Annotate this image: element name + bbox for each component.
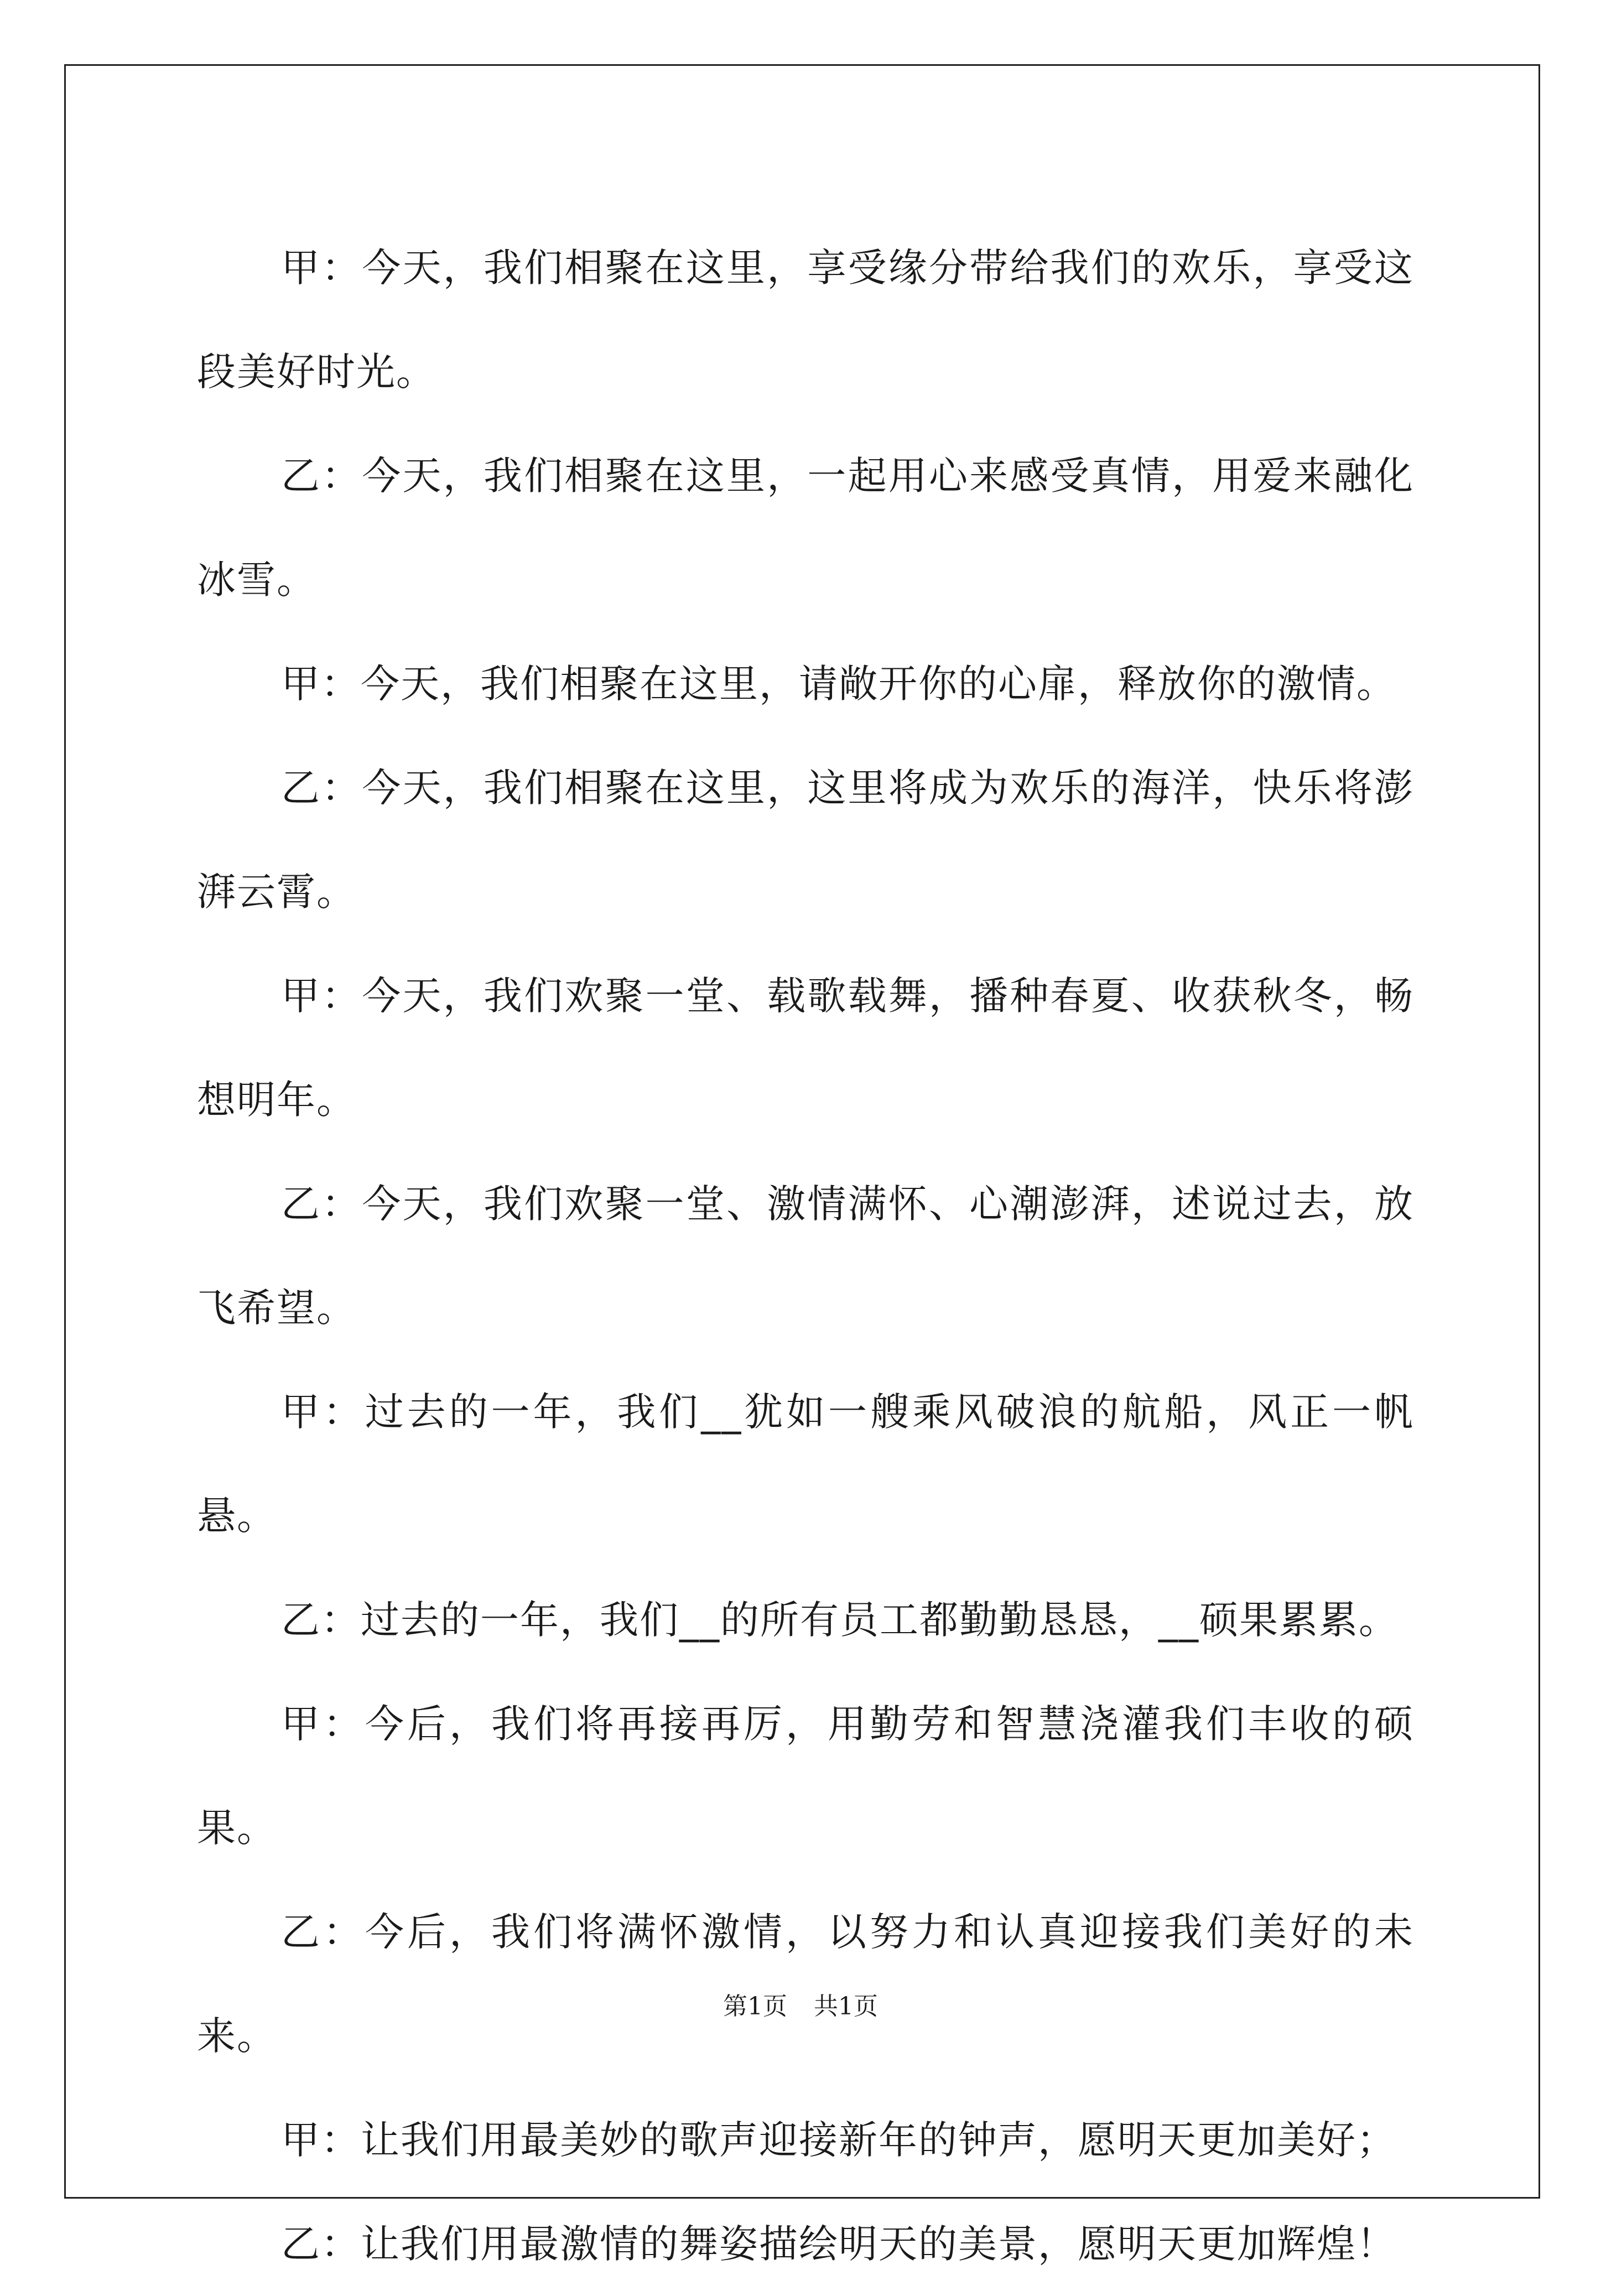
document-body <box>197 216 1414 2296</box>
page-number-current: 第1页 <box>723 1992 787 2020</box>
paragraph-4: 乙：今天，我们相聚在这里，这里将成为欢乐的海洋，快乐将澎湃云霄。 <box>197 765 1414 915</box>
paragraph-10: 乙：今后，我们将满怀激情，以努力和认真迎接我们美好的未来。 <box>197 1909 1414 2059</box>
paragraph-7: 甲：过去的一年，我们__犹如一艘乘风破浪的航船，风正一帆悬。 <box>197 1389 1414 1539</box>
paragraph-9: 甲：今后，我们将再接再厉，用勤劳和智慧浇灌我们丰收的硕果。 <box>197 1701 1414 1851</box>
paragraph-5: 甲：今天，我们欢聚一堂、载歌载舞，播种春夏、收获秋冬，畅想明年。 <box>197 973 1414 1123</box>
paragraph-11: 甲：让我们用最美妙的歌声迎接新年的钟声，愿明天更加美好； <box>281 2117 1396 2163</box>
paragraph-3: 甲：今天，我们相聚在这里，请敞开你的心扉，释放你的激情。 <box>281 661 1396 707</box>
paragraph-6: 乙：今天，我们欢聚一堂、激情满怀、心潮澎湃，述说过去，放飞希望。 <box>197 1181 1414 1331</box>
paragraph-1: 甲：今天，我们相聚在这里，享受缘分带给我们的欢乐，享受这段美好时光。 <box>197 245 1414 394</box>
page-number-total: 共1页 <box>814 1992 878 2020</box>
paragraph-2: 乙：今天，我们相聚在这里，一起用心来感受真情，用爱来融化冰雪。 <box>197 453 1414 602</box>
paragraph-8: 乙：过去的一年，我们__的所有员工都勤勤恳恳，__硕果累累。 <box>281 1597 1399 1643</box>
paragraph-12: 乙：让我们用最激情的舞姿描绘明天的美景，愿明天更加辉煌！ <box>281 2221 1396 2267</box>
page-footer <box>0 1986 1601 2022</box>
